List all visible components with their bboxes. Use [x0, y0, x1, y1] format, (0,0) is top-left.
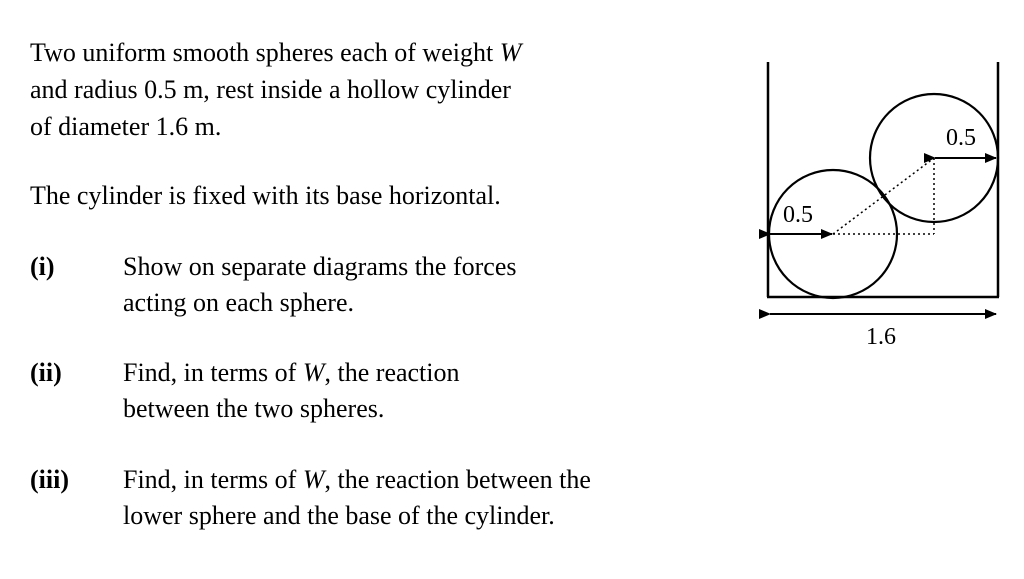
part-iii-label: (iii) [30, 465, 69, 494]
cylinder-outline [767, 62, 999, 297]
diameter-label: 1.6 [866, 324, 896, 350]
part-ii-line-2: between the two spheres. [123, 394, 385, 423]
part-ii-line-1-a: Find, in terms of [123, 358, 303, 387]
part-iii-line-2: lower sphere and the base of the cylinder. [123, 501, 555, 530]
part-i-label: (i) [30, 252, 55, 281]
intro-line-3: of diameter 1.6 m. [30, 112, 222, 141]
part-ii-line-1-b: , the reaction [324, 358, 460, 387]
part-ii-label: (ii) [30, 358, 62, 387]
part-i-line-1: Show on separate diagrams the forces [123, 252, 517, 281]
weight-variable: W [302, 465, 325, 494]
statement: The cylinder is fixed with its base horizontal. [30, 181, 501, 210]
part-iii-line-1-b: , the reaction between the [324, 465, 591, 494]
intro-line-2: and radius 0.5 m, rest inside a hollow cylinder [30, 75, 511, 104]
upper-radius-label: 0.5 [946, 125, 976, 151]
part-i-line-2: acting on each sphere. [123, 288, 355, 317]
part-iii-line-1-a: Find, in terms of [123, 465, 303, 494]
intro-line-1-text: Two uniform smooth spheres each of weight [30, 38, 500, 67]
weight-variable: W [302, 358, 325, 387]
lower-radius-label: 0.5 [783, 202, 813, 228]
weight-variable: W [499, 38, 522, 67]
